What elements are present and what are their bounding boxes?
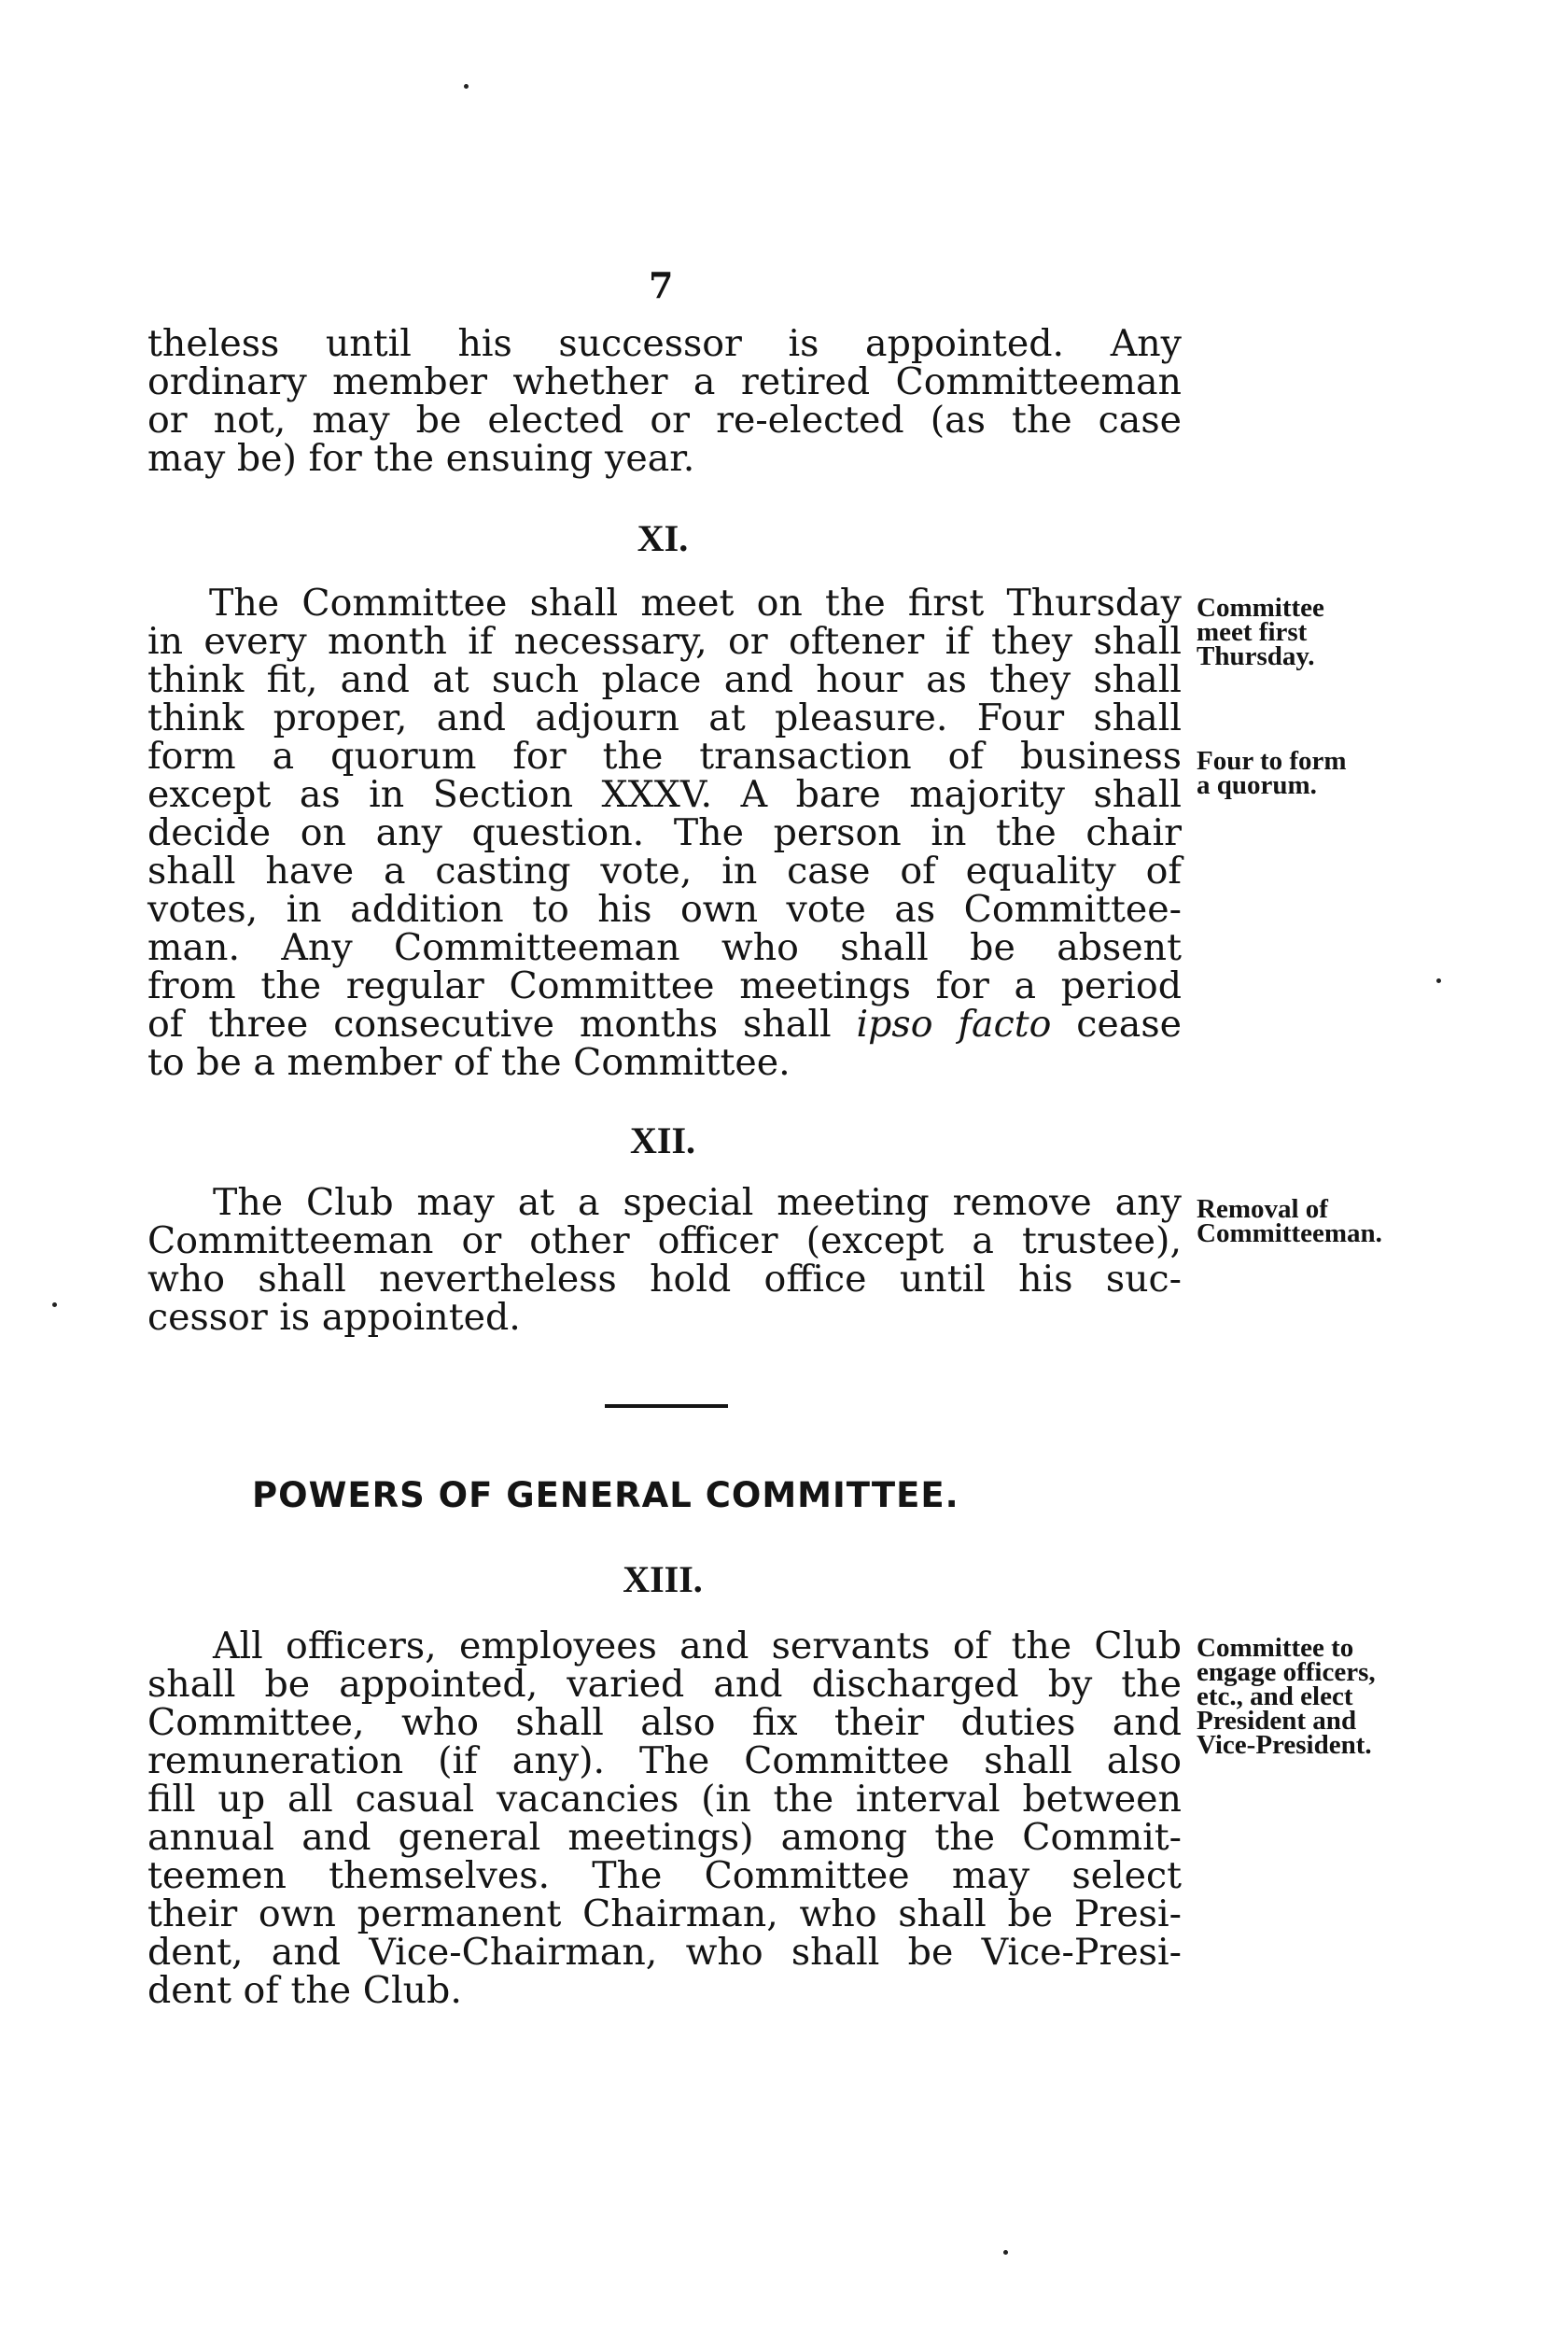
text-line: remuneration (if any). The Committee shall also	[147, 1739, 1182, 1782]
text-line: form a quorum for the transaction of business	[147, 735, 1182, 778]
scan-speck	[464, 84, 469, 89]
text-line: from the regular Committee meetings for a period	[147, 964, 1182, 1007]
section-number-xi: XI.	[637, 517, 689, 559]
section-xii-paragraph	[147, 1181, 1182, 1339]
scan-speck	[52, 1302, 57, 1307]
scan-speck	[1436, 978, 1441, 983]
text-line: think proper, and adjourn at pleasure. Four shall	[147, 696, 1182, 739]
section-heading: POWERS OF GENERAL COMMITTEE.	[252, 1475, 959, 1515]
text-line: shall have a casting vote, in case of equality of	[147, 850, 1182, 893]
text-line: to be a member of the Committee.	[147, 1041, 791, 1084]
text-line: annual and general meetings) among the Commit-	[147, 1816, 1182, 1859]
margin-note-removal: Removal of Committeeman.	[1197, 1194, 1382, 1248]
text-line: their own permanent Chairman, who shall be Presi-	[147, 1892, 1182, 1935]
section-xiii-paragraph	[147, 1627, 1182, 2010]
text-line: fill up all casual vacancies (in the interval between	[147, 1778, 1182, 1821]
text-line: votes, in addition to his own vote as Committee-	[147, 888, 1182, 931]
text-line: Committeeman or other officer (except a trustee),	[147, 1219, 1182, 1262]
text-line: ordinary member whether a retired Committeeman	[147, 360, 1182, 403]
divider-rule	[605, 1404, 728, 1408]
text-line: cessor is appointed.	[147, 1296, 521, 1339]
text-line: shall be appointed, varied and discharged by the	[147, 1663, 1182, 1706]
text-line: except as in Section XXXV. A bare majority shall	[147, 773, 1182, 816]
text-line: in every month if necessary, or oftener if they shall	[147, 620, 1182, 663]
text-line: dent of the Club.	[147, 1969, 462, 2012]
text-line: think fit, and at such place and hour as they shall	[147, 658, 1182, 701]
text-line: teemen themselves. The Committee may select	[147, 1854, 1182, 1897]
margin-note-officers: Committee to engage officers, etc., and elect President and Vice-President.	[1197, 1633, 1376, 1760]
text-line: man. Any Committeeman who shall be absent	[147, 926, 1182, 969]
text-line: who shall nevertheless hold office until his suc-	[147, 1258, 1182, 1301]
section-number-xii: XII.	[629, 1119, 696, 1161]
text-line: or not, may be elected or re-elected (as the case	[147, 399, 1182, 442]
text-line: of three consecutive months shall ipso facto cease	[147, 1003, 1182, 1046]
section-number-xiii: XIII.	[623, 1558, 703, 1600]
intro-paragraph	[147, 322, 1182, 480]
text-line: Committee, who shall also fix their duties and	[147, 1701, 1182, 1744]
text-line: The Club may at a special meeting remove any	[213, 1181, 1182, 1224]
page-number: 7	[649, 264, 674, 306]
text-line: All officers, employees and servants of the Club	[213, 1625, 1182, 1667]
text-line: may be) for the ensuing year.	[147, 437, 695, 480]
text-line: theless until his successor is appointed. Any	[147, 322, 1182, 365]
scan-speck	[1003, 2250, 1008, 2255]
section-xi-paragraph	[147, 584, 1182, 1082]
text-line: decide on any question. The person in the chair	[147, 811, 1182, 854]
text-line: dent, and Vice-Chairman, who shall be Vice-Presi-	[147, 1931, 1182, 1974]
margin-note-quorum: Four to form a quorum.	[1197, 746, 1347, 800]
text-line: The Committee shall meet on the first Thursday	[209, 582, 1182, 625]
margin-note-committee-meet: Committee meet first Thursday.	[1197, 593, 1324, 671]
